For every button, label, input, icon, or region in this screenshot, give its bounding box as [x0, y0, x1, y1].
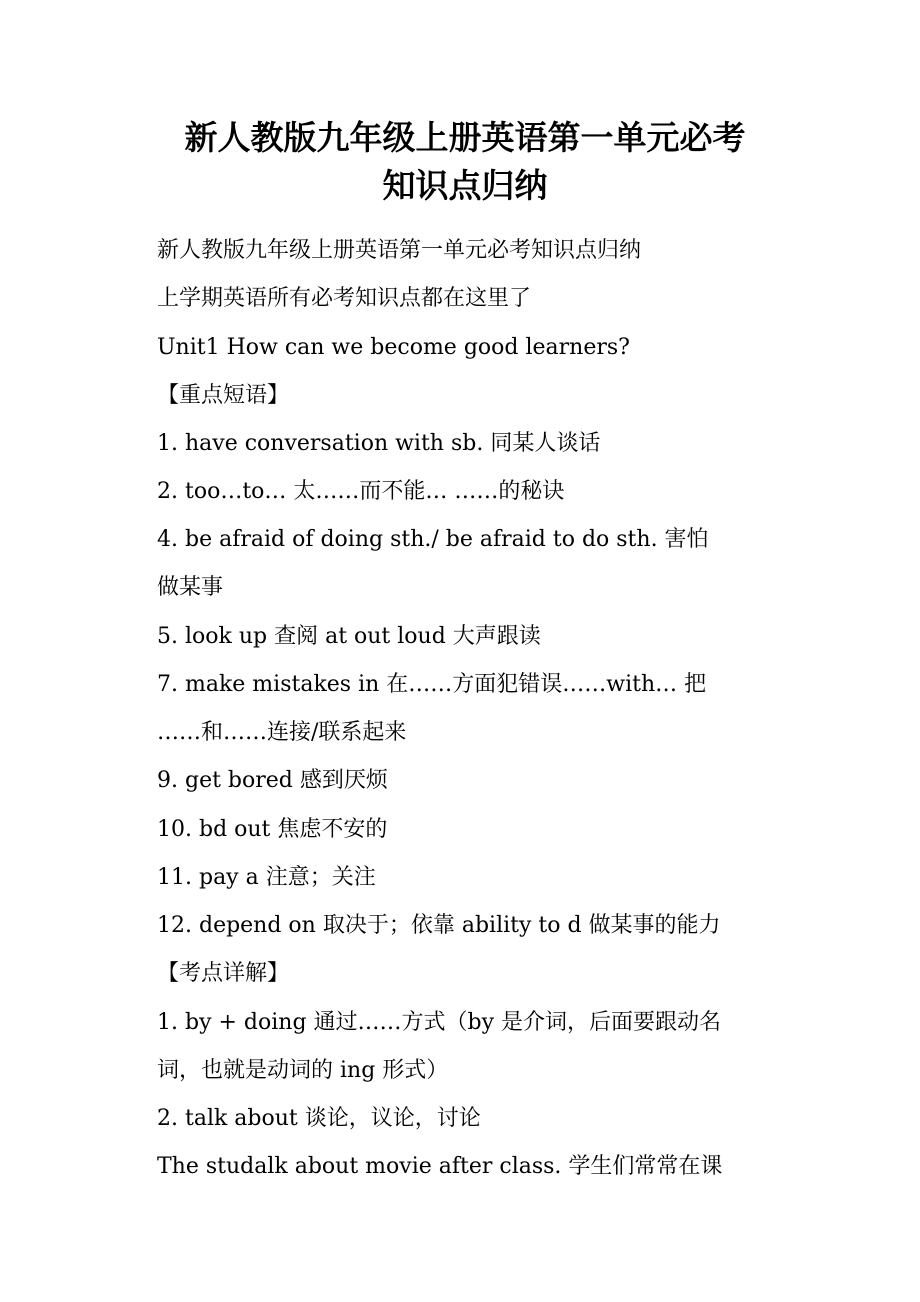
unit-heading: Unit1 How can we become good learners? [157, 335, 630, 360]
document-title-line-1: 新人教版九年级上册英语第一单元必考 [184, 118, 746, 157]
phrase-item: 4. be afraid of doing sth./ be afraid to do sth. 害怕 [157, 527, 709, 552]
key-point-item: 2. talk about 谈论，议论，讨论 [157, 1106, 481, 1131]
phrase-item: 10. bd out 焦虑不安的 [157, 817, 388, 842]
phrase-item: 12. depend on 取决于；依靠 ability to d 做某事的能力 [157, 913, 721, 938]
key-point-item-continued: 词，也就是动词的 ing 形式） [157, 1058, 449, 1083]
section-heading-key-points: 【考点详解】 [157, 961, 290, 986]
example-sentence: The studalk about movie after class. 学生们常常在课 [157, 1154, 723, 1179]
phrase-item: 11. pay a 注意；关注 [157, 865, 376, 890]
key-point-item: 1. by + doing 通过……方式（by 是介词，后面要跟动名 [157, 1010, 722, 1035]
phrase-item-continued: 做某事 [157, 575, 224, 600]
phrase-item: 9. get bored 感到厌烦 [157, 768, 388, 793]
phrase-item: 2. too…to… 太……而不能… ……的秘诀 [157, 479, 565, 504]
intro-line: 新人教版九年级上册英语第一单元必考知识点归纳 [157, 238, 642, 263]
phrase-item: 1. have conversation with sb. 同某人谈话 [157, 431, 601, 456]
phrase-item-continued: ……和……连接/联系起来 [157, 720, 407, 745]
phrase-item: 7. make mistakes in 在……方面犯错误……with… 把 [157, 672, 707, 697]
phrase-item: 5. look up 查阅 at out loud 大声跟读 [157, 624, 541, 649]
section-heading-key-phrases: 【重点短语】 [157, 383, 290, 408]
intro-line: 上学期英语所有必考知识点都在这里了 [157, 286, 532, 311]
document-title-line-2: 知识点归纳 [382, 166, 548, 205]
